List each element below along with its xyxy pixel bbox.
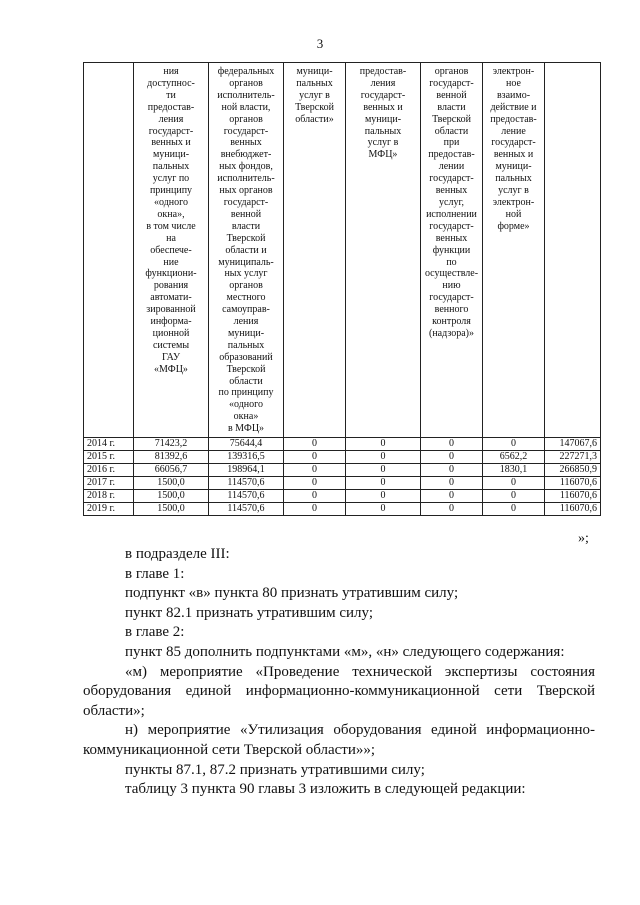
header-line: области и [225,244,267,256]
value-cell: 0 [346,503,421,516]
header-line: государст- [429,173,474,185]
header-line: государст- [223,196,269,208]
header-line: Тверской [295,101,334,113]
header-line: ной власти, [221,101,271,113]
value-cell: 0 [421,464,483,477]
header-line: (надзора)» [429,327,474,339]
header-line: функциони- [145,268,197,280]
header-cell [346,63,421,438]
header-line: рования [153,280,189,292]
value-cell: 0 [421,451,483,464]
value-cell: 0 [284,477,346,490]
header-line: ных фондов, [219,161,273,173]
header-line: электрон- [492,196,535,208]
header-line: доступнос- [147,77,195,89]
header-line: венных и [151,137,191,149]
header-line: ное [506,77,521,89]
year-cell: 2017 г. [84,477,134,490]
header-line: предостав- [147,101,195,113]
table-row [84,438,601,451]
value-cell: 0 [284,490,346,503]
header-line: взаимо- [496,89,531,101]
header-cell [284,63,346,438]
header-line: власти [437,101,466,113]
header-line: «МФЦ» [154,363,188,375]
header-line: пальных [364,125,402,137]
value-cell: 114570,6 [209,503,284,516]
header-line: венного [434,304,469,316]
value-cell: 0 [483,477,545,490]
page-number: 3 [316,36,324,51]
year-cell: 2019 г. [84,503,134,516]
year-cell: 2014 г. [84,438,134,451]
value-cell: 0 [483,503,545,516]
header-line: ния [163,66,179,77]
header-line: услуг в [498,185,529,197]
header-line: зированной [146,304,196,316]
value-cell: 0 [346,451,421,464]
value-cell: 81392,6 [134,451,209,464]
header-line: местного [226,292,266,304]
header-line: муници- [152,149,190,161]
header-line: пальных [495,173,532,185]
header-line: предостав- [359,66,407,77]
header-line: пальных [227,339,265,351]
header-line: услуг по [152,173,190,185]
header-line: на [166,232,176,244]
value-cell: 0 [421,503,483,516]
header-line: исполнении [426,208,477,220]
paragraph: пункты 87.1, 87.2 признать утратившими силу; [125,761,425,778]
header-line: электрон- [492,66,535,77]
paragraph: в главе 1: [125,565,185,582]
header-line: по принципу [218,387,274,399]
value-cell: 0 [284,451,346,464]
paragraph: пункт 85 дополнить подпунктами «м», «н» следующего содержания: [125,643,565,660]
funding-table [83,62,601,516]
total-cell: 116070,6 [545,503,601,516]
paragraph: в подразделе III: [125,546,230,562]
header-line: пальных [152,161,190,173]
table-row [84,477,601,490]
table-row [84,451,601,464]
value-cell: 114570,6 [209,490,284,503]
header-line: государст- [223,125,269,137]
value-cell: 0 [483,438,545,451]
value-cell: 0 [421,490,483,503]
value-cell: 0 [346,464,421,477]
value-cell: 0 [421,477,483,490]
value-cell: 0 [346,490,421,503]
header-cell [545,63,601,438]
header-cell [209,63,284,438]
header-line: органов [229,280,263,292]
header-line: в МФЦ» [227,423,265,435]
total-cell: 116070,6 [545,477,601,490]
table-row [84,490,601,503]
total-cell: 266850,9 [545,464,601,477]
header-cell [134,63,209,438]
header-line: МФЦ» [368,149,398,161]
value-cell: 0 [346,438,421,451]
header-line: ных услуг [224,268,268,280]
body-text [83,545,595,800]
header-line: образований [219,351,273,363]
header-line: муниципаль- [218,256,274,268]
total-cell: 147067,6 [545,438,601,451]
paragraph: подпункт «в» пункта 80 признать утратившим силу; [125,585,459,602]
header-line: власти [231,220,261,232]
header-cell [421,63,483,438]
value-cell: 139316,5 [209,451,284,464]
header-line: Тверской [432,113,471,125]
value-cell: 0 [346,477,421,490]
table-header-row [84,63,601,438]
value-cell: 198964,1 [209,464,284,477]
header-line: венной [436,89,467,101]
header-line: государст- [429,77,474,89]
header-line: ной [505,208,522,220]
header-line: исполнитель- [217,89,275,101]
header-line: услуг в [367,137,399,149]
header-line: ционной [152,327,190,339]
header-line: в том числе [146,220,196,232]
value-cell: 114570,6 [209,477,284,490]
header-line: муници- [495,161,532,173]
value-cell: 0 [421,438,483,451]
total-cell: 116070,6 [545,490,601,503]
header-line: пальных [296,77,333,89]
header-line: ГАУ [161,351,181,363]
header-line: внебюджет- [220,149,272,161]
header-line: области [229,375,263,387]
value-cell: 0 [284,503,346,516]
header-line: контроля [432,316,471,328]
value-cell: 0 [284,464,346,477]
header-line: при [443,137,460,149]
header-line: обеспече- [150,244,192,256]
year-cell: 2015 г. [84,451,134,464]
header-line: нию [442,280,461,292]
header-line: венных и [493,149,534,161]
header-line: предостав- [428,149,475,161]
header-line: ление [501,125,526,137]
value-cell: 75644,4 [209,438,284,451]
header-line: ления [370,77,396,89]
paragraph: таблицу 3 пункта 90 главы 3 изложить в следующей редакции: [125,781,526,798]
value-cell: 66056,7 [134,464,209,477]
paragraph: н) мероприятие «Утилизация оборудования единой информационно-коммуникационной сети Тверской области»»; [83,722,595,758]
header-line: органов [229,113,263,125]
header-line: по [446,256,457,268]
header-line: автомати- [150,292,192,304]
header-line: государст- [491,137,536,149]
value-cell: 0 [284,438,346,451]
header-line: области» [295,113,334,125]
header-line: информа- [150,316,192,328]
value-cell: 6562,2 [483,451,545,464]
paragraph: в главе 2: [125,624,185,641]
paragraph: пункт 82.1 признать утратившим силу; [125,604,374,621]
header-line: государст- [429,220,474,232]
year-cell: 2018 г. [84,490,134,503]
header-line: окна», [157,208,185,220]
header-line: ние [163,256,179,268]
header-line: Тверской [226,363,266,375]
value-cell: 0 [483,490,545,503]
header-line: государст- [148,125,194,137]
header-line: ления [233,316,259,328]
header-line: форме» [497,220,530,232]
header-line: предостав- [490,113,537,125]
header-line: Тверской [226,232,266,244]
header-line: государст- [360,89,406,101]
value-cell: 1500,0 [134,503,209,516]
table-row [84,503,601,516]
year-cell: 2016 г. [84,464,134,477]
header-line: функции [432,244,471,256]
value-cell: 71423,2 [134,438,209,451]
header-line: органов [229,77,263,89]
header-line: системы [152,339,190,351]
header-line: федеральных [217,66,275,77]
header-line: венных [230,137,262,149]
header-line: ления [158,113,184,125]
value-cell: 1500,0 [134,490,209,503]
header-line: ти [166,89,176,101]
header-line: муници- [364,113,402,125]
value-cell: 1500,0 [134,477,209,490]
header-line: «одного [153,196,188,208]
value-cell: 1830,1 [483,464,545,477]
header-line: муници- [296,66,333,77]
header-line: окна» [233,411,259,423]
header-cell [84,63,134,438]
header-line: самоуправ- [222,304,270,316]
header-line: венных [435,185,468,197]
header-line: государст- [429,292,474,304]
header-line: лении [438,161,465,173]
header-cell [483,63,545,438]
table-row [84,464,601,477]
header-line: венной [230,208,262,220]
header-line: ных органов [219,185,273,197]
total-cell: 227271,3 [545,451,601,464]
closing-quote: »; [578,531,589,546]
header-line: органов [434,66,469,77]
header-line: области [434,125,469,137]
header-line: действие и [490,101,537,113]
header-line: услуг в [299,89,330,101]
header-line: «одного [228,399,263,411]
header-line: муници- [227,327,265,339]
header-line: услуг, [439,196,464,208]
paragraph: «м) мероприятие «Проведение технической экспертизы состояния оборудования единой информационно-коммуникационной сети Тверской области»; [83,663,595,719]
header-line: принципу [149,185,193,197]
header-line: венных [435,232,468,244]
header-line: венных и [363,101,403,113]
header-line: исполнитель- [217,173,275,185]
header-line: осуществле- [424,268,479,280]
